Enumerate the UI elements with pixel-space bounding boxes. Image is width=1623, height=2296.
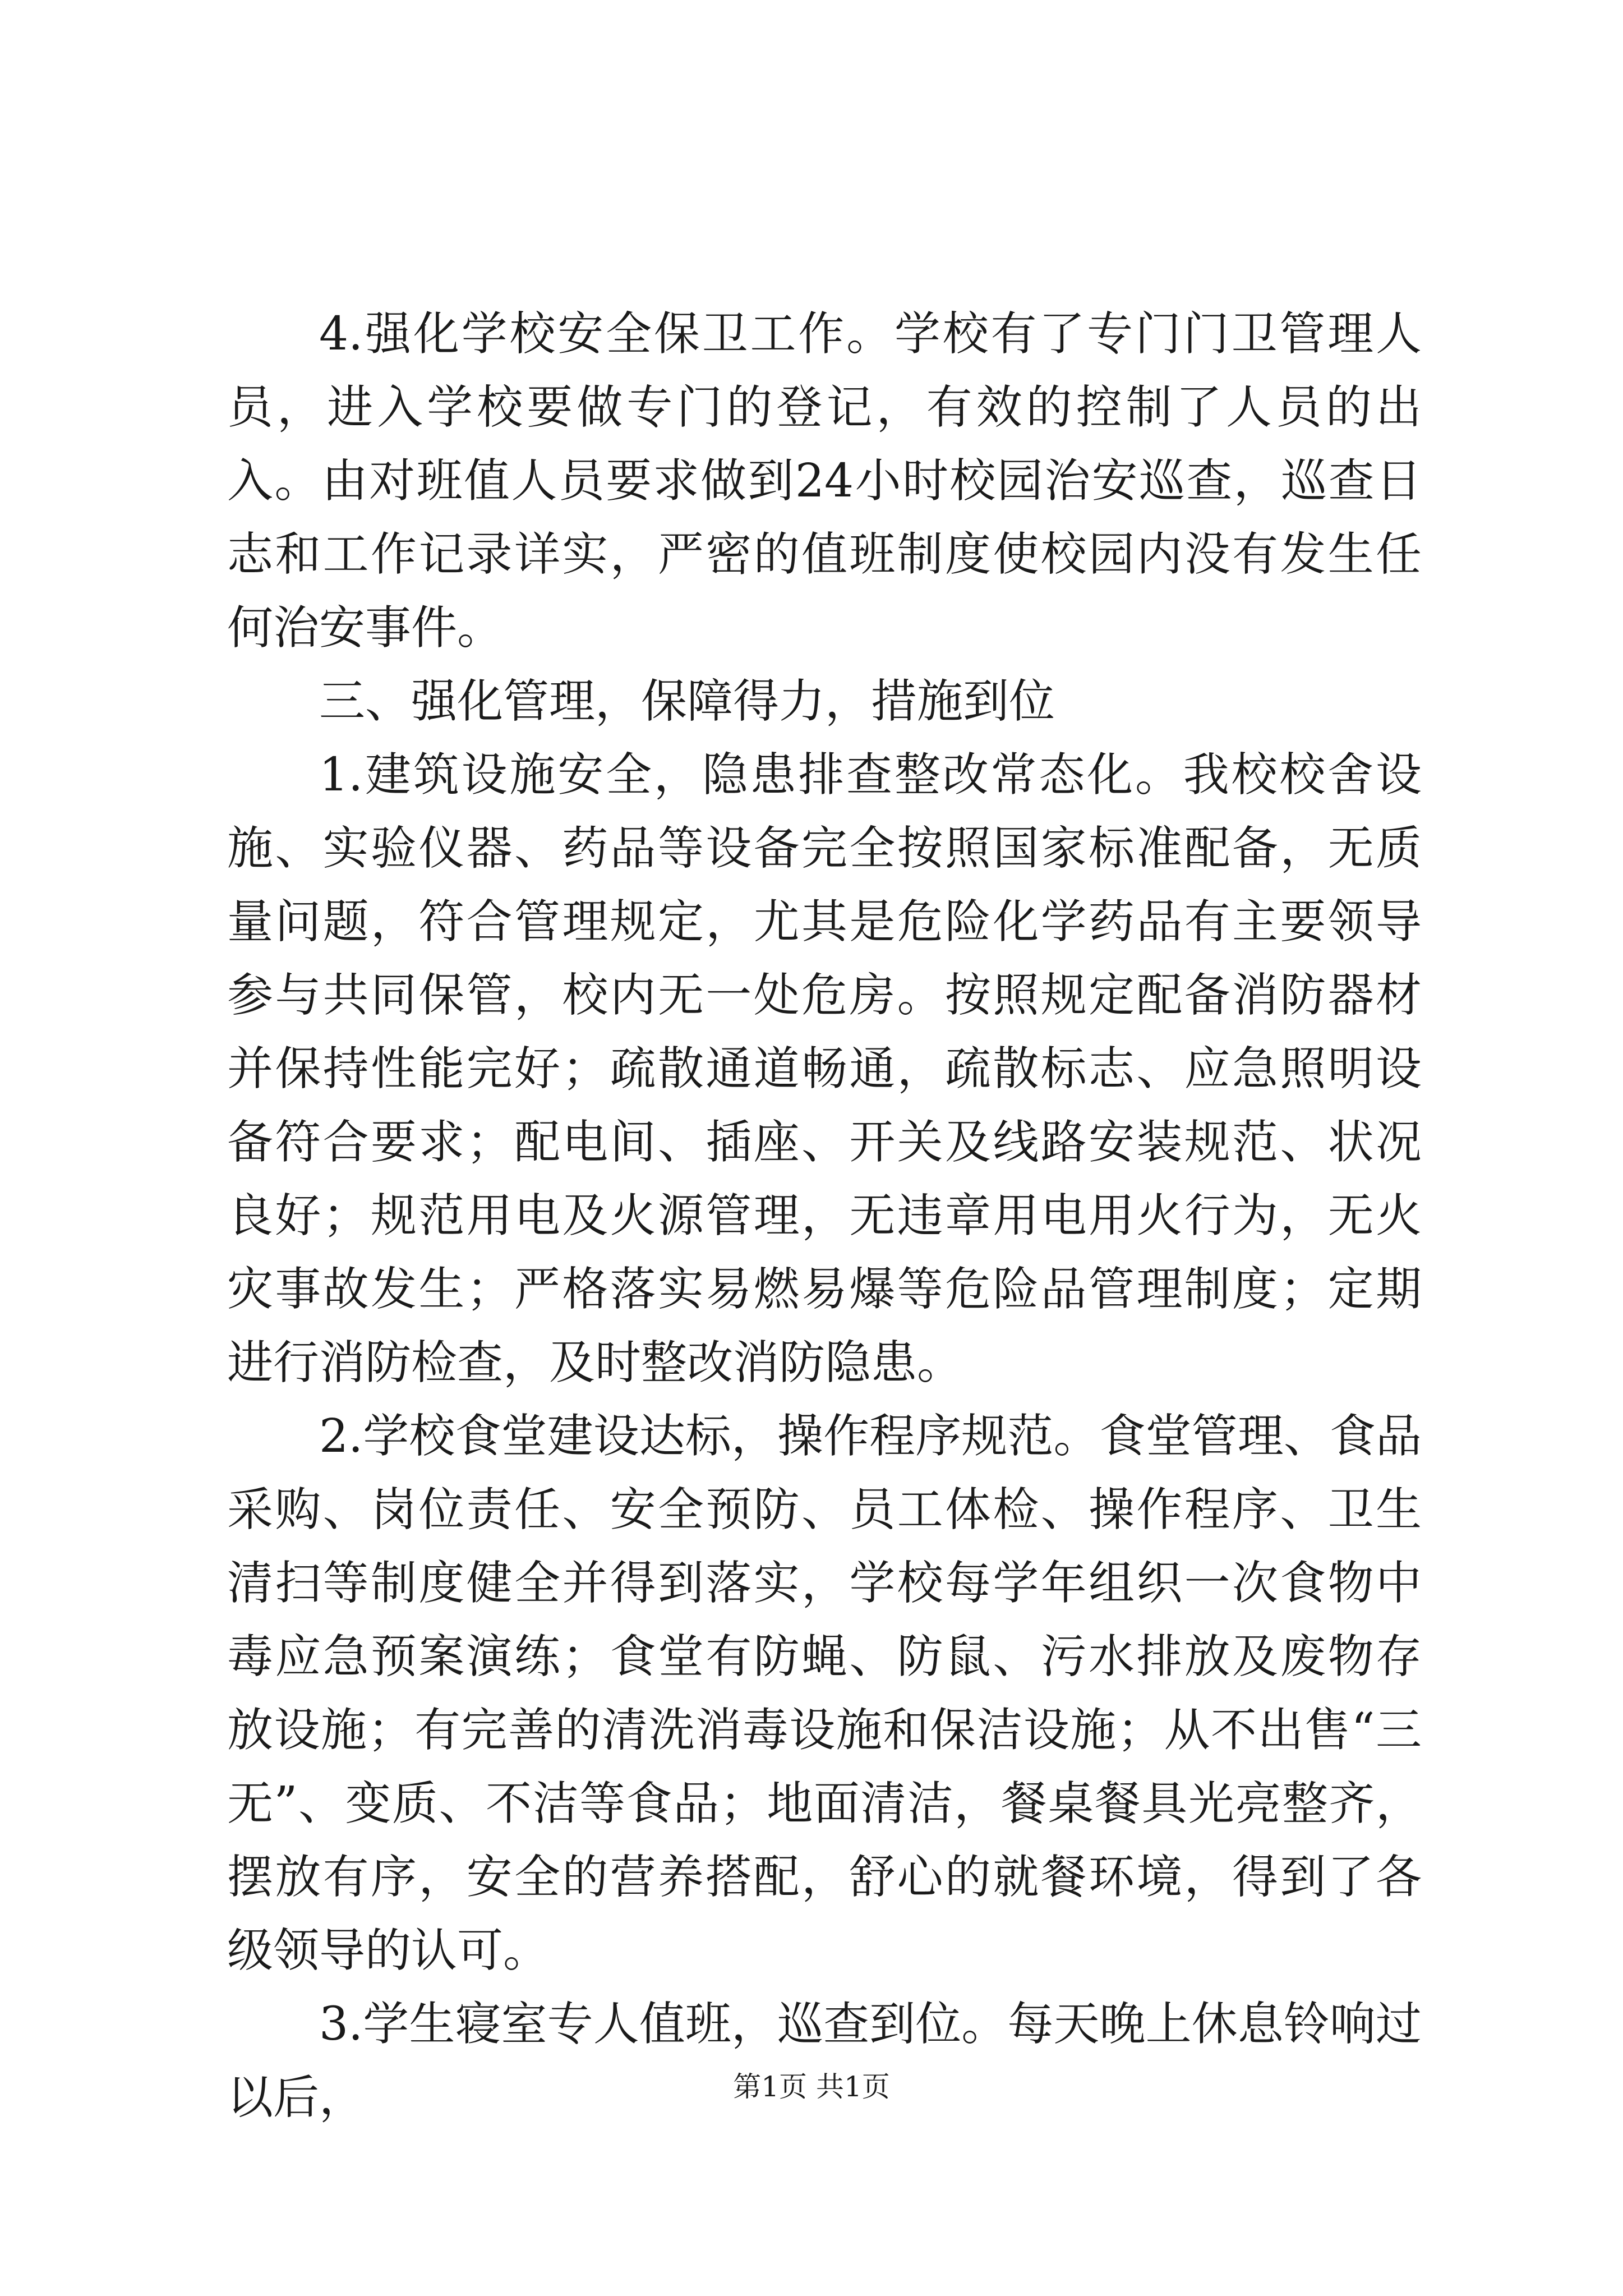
paragraph-canteen: 2.学校食堂建设达标，操作程序规范。食堂管理、食品采购、岗位责任、安全预防、员工体检、操作程序、卫生清扫等制度健全并得到落实，学校每学年组织一次食物中毒应急预案演练；食堂有防蝇、防鼠、污水排放及废物存放设施；有完善的清洗消毒设施和保洁设施；从不出售“三无”、变质、不洁等食品；地面清洁，餐桌餐具光亮整齐，摆放有序，安全的营养搭配，舒心的就餐环境，得到了各级领导的认可。 [227, 1410, 1422, 1977]
section-heading-management: 三、强化管理，保障得力，措施到位 [319, 675, 1055, 728]
paragraph-dormitory: 3.学生寝室专人值班，巡查到位。每天晚上休息铃响过以后， [227, 1998, 1422, 2124]
page-footer: 第1页 共1页 [733, 2070, 890, 2103]
paragraph-building-safety: 1.建筑设施安全，隐患排查整改常态化。我校校舍设施、实验仪器、药品等设备完全按照国家标准配备，无质量问题，符合管理规定，尤其是危险化学药品有主要领导参与共同保管，校内无一处危房。按照规定配备消防器材并保持性能完好；疏散通道畅通，疏散标志、应急照明设备符合要求；配电间、插座、开关及线路安装规范、状况良好；规范用电及火源管理，无违章用电用火行为，无火灾事故发生；严格落实易燃易爆等危险品管理制度；定期进行消防检查，及时整改消防隐患。 [227, 748, 1422, 1389]
document-body [227, 297, 1422, 2134]
paragraph-security-guard: 4.强化学校安全保卫工作。学校有了专门门卫管理人员，进入学校要做专门的登记，有效的控制了人员的出入。由对班值人员要求做到24小时校园治安巡查，巡查日志和工作记录详实，严密的值班制度使校园内没有发生任何治安事件。 [227, 307, 1422, 655]
